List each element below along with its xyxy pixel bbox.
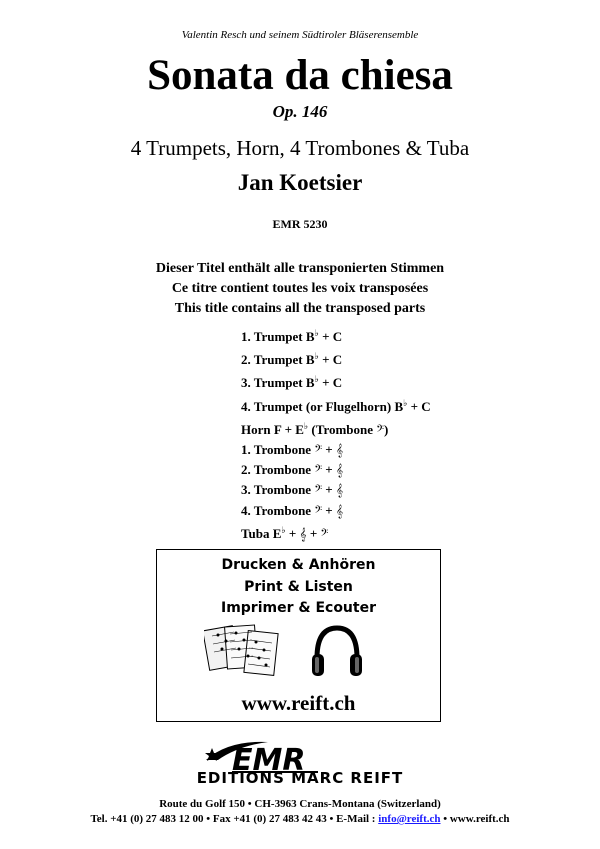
sheet-music-icon (204, 622, 284, 682)
bass-clef-icon: 𝄢 (376, 422, 385, 437)
bass-clef-icon: 𝄢 (320, 526, 329, 541)
list-item: 4. Trumpet (or Flugelhorn) B♭ + C (241, 398, 431, 414)
print-box-line-french: Imprimer & Ecouter (220, 600, 376, 616)
publisher-contact (0, 813, 600, 825)
parts-list (241, 324, 431, 544)
publisher-name: EDITIONS MARC REIFT (196, 769, 404, 787)
treble-clef-icon: 𝄞 (335, 443, 344, 458)
page-title: Sonata da chiesa (147, 52, 453, 99)
bass-clef-icon: 𝄢 (314, 443, 323, 458)
list-item: Horn F + E♭ (Trombone 𝄢) (241, 421, 389, 437)
note-french: Ce titre contient toutes les voix transposées (171, 281, 429, 296)
list-item: 3. Trumpet B♭ + C (241, 375, 343, 391)
print-listen-box (156, 549, 441, 722)
email-link[interactable]: info@reift.ch (378, 813, 441, 825)
instrumentation: 4 Trumpets, Horn, 4 Trombones & Tuba (130, 136, 470, 160)
list-item: 2. Trombone 𝄢 + 𝄞 (241, 462, 344, 478)
bass-clef-icon: 𝄢 (314, 503, 323, 518)
note-english: This title contains all the transposed parts (174, 301, 426, 316)
bass-clef-icon: 𝄢 (314, 463, 323, 478)
composer: Jan Koetsier (237, 170, 363, 195)
note-german: Dieser Titel enthält alle transponierten Stimmen (155, 261, 445, 276)
website-link[interactable]: www.reift.ch (241, 691, 356, 715)
contact-phone-fax: Tel. +41 (0) 27 483 12 00 • Fax +41 (0) 27 483 42 43 • E-Mail : (90, 813, 379, 825)
list-item: Tuba E♭ + 𝄞 + 𝄢 (241, 525, 329, 541)
list-item: 2. Trumpet B♭ + C (241, 352, 343, 368)
transposed-notes (0, 259, 600, 319)
list-item: 3. Trombone 𝄢 + 𝄞 (241, 482, 344, 498)
treble-clef-icon: 𝄞 (335, 503, 344, 518)
catalog-number: EMR 5230 (272, 217, 328, 231)
contact-website: • www.reift.ch (440, 813, 510, 825)
print-box-line-german: Drucken & Anhören (221, 557, 376, 573)
treble-clef-icon: 𝄞 (335, 483, 344, 498)
dedication: Valentin Resch und seinem Südtiroler Bläserensemble (181, 29, 419, 41)
bass-clef-icon: 𝄢 (314, 483, 323, 498)
publisher-address: Route du Golf 150 • CH-3963 Crans-Montana (Switzerland) (159, 798, 441, 810)
list-item: 1. Trumpet B♭ + C (241, 329, 343, 344)
treble-clef-icon: 𝄞 (299, 526, 307, 541)
list-item: 4. Trombone 𝄢 + 𝄞 (241, 502, 344, 518)
headphones-icon (307, 622, 367, 682)
treble-clef-icon: 𝄞 (335, 463, 344, 478)
logo-text: EMR (232, 743, 306, 776)
list-item: 1. Trombone 𝄢 + 𝄞 (241, 442, 344, 458)
opus-number: Op. 146 (272, 102, 328, 121)
print-box-line-english: Print & Listen (244, 579, 353, 595)
